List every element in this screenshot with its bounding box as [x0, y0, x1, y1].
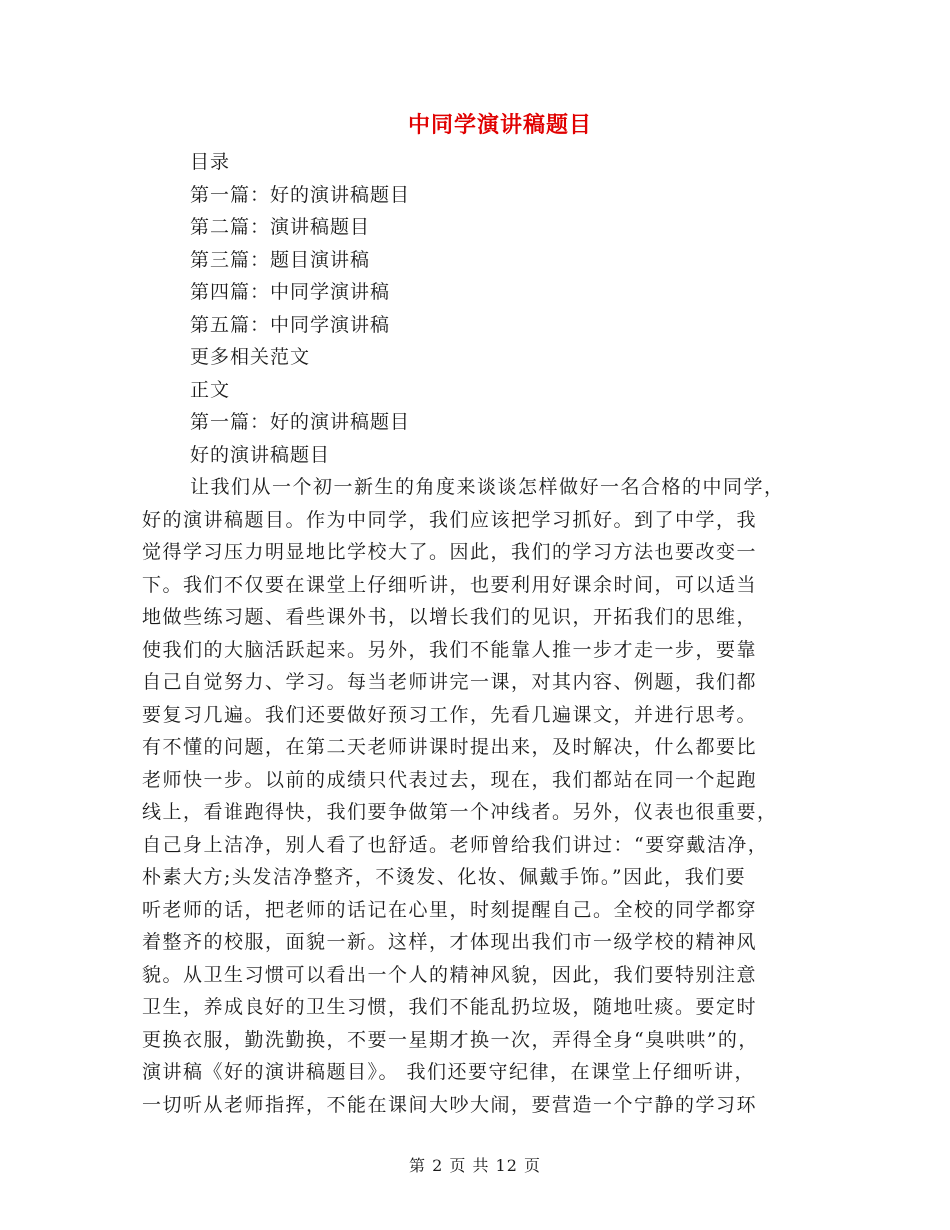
- table-of-contents: [190, 146, 410, 471]
- toc-line: 第四篇：中同学演讲稿: [190, 281, 391, 303]
- body-line: 地做些练习题、看些课外书，以增长我们的见识，开拓我们的思维，: [142, 606, 758, 628]
- body-line: 卫生，养成良好的卫生习惯，我们不能乱扔垃圾，随地吐痰。要定时: [142, 996, 758, 1018]
- body-line: 觉得学习压力明显地比学校大了。因此，我们的学习方法也要改变一: [142, 541, 758, 563]
- body-line: 更换衣服，勤洗勤换，不要一星期才换一次，弄得全身“臭哄哄”的，: [142, 1028, 759, 1051]
- body-line: 一切听从老师指挥，不能在课间大吵大闹，要营造一个宁静的学习环: [142, 1093, 758, 1116]
- body-line: 下。我们不仅要在课堂上仔细听讲，也要利用好课余时间，可以适当: [142, 573, 758, 596]
- toc-line: 好的演讲稿题目: [190, 443, 331, 466]
- page-number: 第 2 页 共 12 页: [409, 1156, 541, 1175]
- body-line: 有不懂的问题，在第二天老师讲课时提出来，及时解决，什么都要比: [142, 736, 758, 758]
- document-title: 中同学演讲稿题目: [407, 113, 592, 138]
- toc-line: 正文: [190, 378, 231, 401]
- body-line: 朴素大方;头发洁净整齐，不烫发、化妆、佩戴手饰。”因此，我们要: [142, 866, 747, 888]
- body-line: 自己身上洁净，别人看了也舒适。老师曾给我们讲过：“要穿戴洁净，: [142, 833, 769, 856]
- body-line: 演讲稿《好的演讲稿题目》。 我们还要守纪律，在课堂上仔细听讲，: [142, 1061, 756, 1083]
- toc-line: 第一篇：好的演讲稿题目: [190, 411, 411, 433]
- toc-line: 第一篇：好的演讲稿题目: [190, 183, 411, 206]
- toc-line: 目录: [190, 151, 231, 173]
- toc-line: 第三篇：题目演讲稿: [190, 248, 371, 271]
- body-line: 线上，看谁跑得快，我们要争做第一个冲线者。另外，仪表也很重要，: [142, 801, 778, 823]
- body-line: 听老师的话，把老师的话记在心里，时刻提醒自己。全校的同学都穿: [142, 898, 758, 921]
- body-line: 貌。从卫生习惯可以看出一个人的精神风貌，因此，我们要特别注意: [142, 963, 758, 986]
- body-line: 好的演讲稿题目。作为中同学，我们应该把学习抓好。到了中学，我: [142, 508, 758, 531]
- body-paragraph: [142, 471, 810, 1121]
- toc-line: 第五篇：中同学演讲稿: [190, 313, 391, 336]
- body-line: 老师快一步。以前的成绩只代表过去，现在，我们都站在同一个起跑: [142, 768, 758, 791]
- toc-line: 更多相关范文: [190, 346, 311, 368]
- body-line: 着整齐的校服，面貌一新。这样，才体现出我们市一级学校的精神风: [142, 931, 758, 953]
- body-line: 使我们的大脑活跃起来。另外，我们不能靠人推一步才走一步，要靠: [142, 638, 758, 661]
- toc-line: 第二篇：演讲稿题目: [190, 216, 371, 238]
- body-line: 让我们从一个初一新生的角度来谈谈怎样做好一名合格的中同学，: [190, 476, 785, 498]
- body-line: 要复习几遍。我们还要做好预习工作，先看几遍课文，并进行思考。: [142, 703, 758, 726]
- body-line: 自己自觉努力、学习。每当老师讲完一课，对其内容、例题，我们都: [142, 671, 758, 693]
